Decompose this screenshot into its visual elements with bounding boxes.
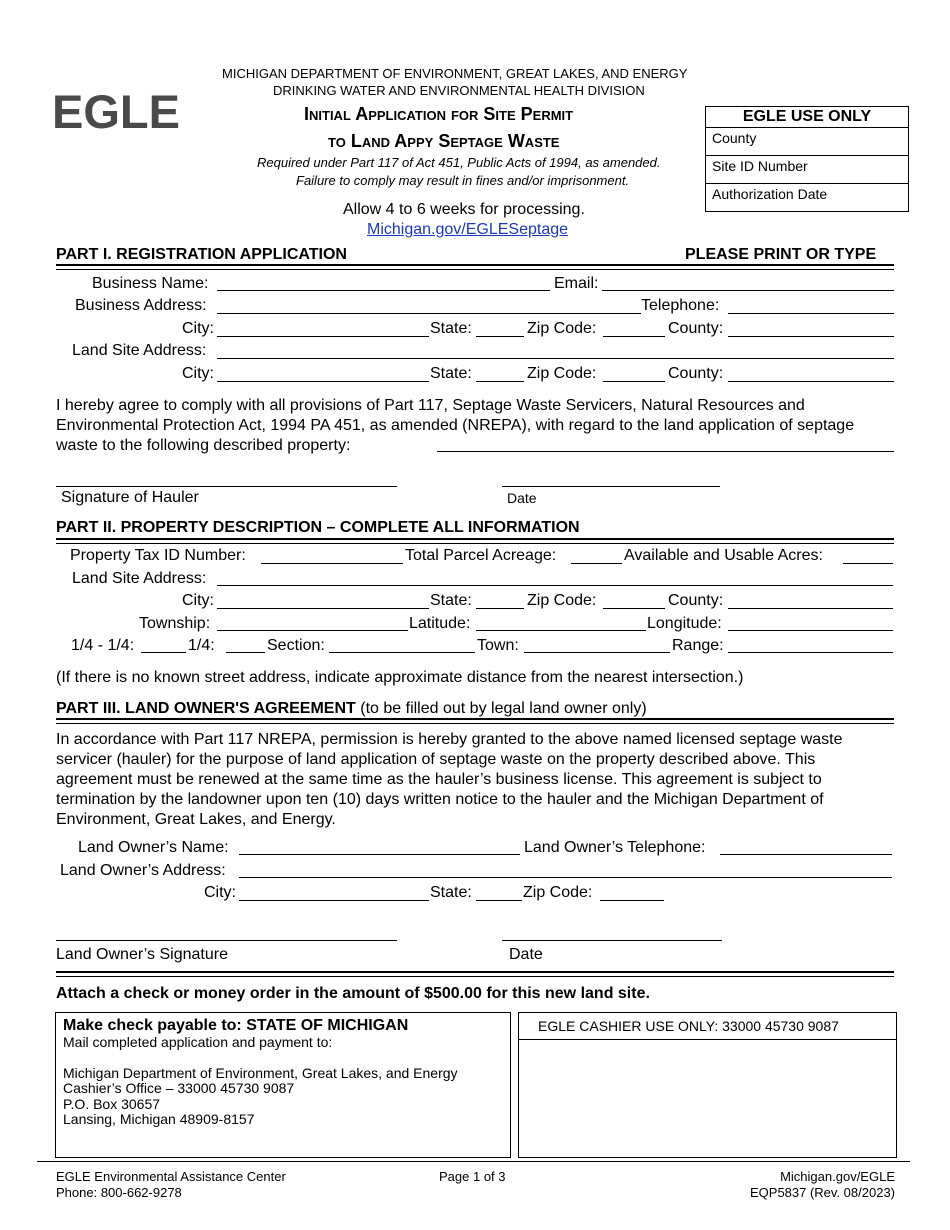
payment-rule bbox=[56, 971, 894, 977]
township-field[interactable] bbox=[217, 630, 408, 631]
use-only-site-id: Site ID Number bbox=[706, 156, 908, 184]
mail-address-2: Cashier’s Office – 33000 45730 9087 bbox=[63, 1080, 295, 1096]
hauler-date-line[interactable] bbox=[502, 486, 720, 487]
footer-form-number: EQP5837 (Rev. 08/2023) bbox=[749, 1185, 895, 1200]
p1-site-state-label: State: bbox=[430, 365, 472, 382]
failure-note: Failure to comply may result in fines and/or imprisonment. bbox=[296, 173, 630, 188]
email-field[interactable] bbox=[602, 290, 894, 291]
section-label: Section: bbox=[267, 637, 325, 654]
p3-state-field[interactable] bbox=[476, 900, 522, 901]
p2-county-field[interactable] bbox=[728, 608, 893, 609]
owner-phone-label: Land Owner’s Telephone: bbox=[524, 839, 706, 856]
tax-id-field[interactable] bbox=[261, 563, 403, 564]
p1-state-field[interactable] bbox=[476, 336, 524, 337]
range-field[interactable] bbox=[728, 652, 893, 653]
footer-phone: Phone: 800-662-9278 bbox=[56, 1185, 182, 1200]
payable-to: Make check payable to: STATE OF MICHIGAN bbox=[63, 1017, 409, 1034]
owner-address-label: Land Owner’s Address: bbox=[60, 862, 226, 879]
part2-rule bbox=[56, 538, 894, 544]
business-address-field[interactable] bbox=[217, 313, 641, 314]
part3-title: PART III. LAND OWNER'S AGREEMENT bbox=[56, 700, 356, 717]
owner-address-field[interactable] bbox=[239, 877, 892, 878]
footer-site: Michigan.gov/EGLE bbox=[780, 1169, 895, 1184]
p1-site-county-field[interactable] bbox=[728, 381, 894, 382]
quarter-label: 1/4: bbox=[188, 637, 215, 654]
footer-center-name: EGLE Environmental Assistance Center bbox=[56, 1169, 286, 1184]
section-field[interactable] bbox=[329, 652, 475, 653]
owner-name-label: Land Owner’s Name: bbox=[78, 839, 229, 856]
form-title-line-1: Initial Application for Site Permit bbox=[304, 104, 574, 124]
town-label: Town: bbox=[477, 637, 519, 654]
p3-city-label: City: bbox=[204, 884, 236, 901]
mail-address-1: Michigan Department of Environment, Great Lakes, and Energy bbox=[63, 1065, 458, 1081]
usable-acres-field[interactable] bbox=[843, 563, 893, 564]
footer-rule bbox=[37, 1161, 910, 1162]
property-description-field[interactable] bbox=[437, 451, 894, 452]
p1-zip-label: Zip Code: bbox=[527, 320, 597, 337]
p2-state-field[interactable] bbox=[476, 608, 524, 609]
email-label: Email: bbox=[554, 275, 599, 292]
p2-zip-field[interactable] bbox=[603, 608, 665, 609]
p1-zip-field[interactable] bbox=[603, 336, 665, 337]
mail-address-4: Lansing, Michigan 48909-8157 bbox=[63, 1111, 255, 1127]
p3-city-field[interactable] bbox=[239, 900, 429, 901]
town-field[interactable] bbox=[524, 652, 670, 653]
business-name-label: Business Name: bbox=[92, 275, 209, 292]
mail-address-3: P.O. Box 30657 bbox=[63, 1096, 161, 1112]
egle-logo-graphic bbox=[52, 86, 182, 132]
part3-heading bbox=[56, 700, 647, 718]
landowner-paragraph: In accordance with Part 117 NREPA, permission is hereby granted to the above named licensed septage waste servicer (hauler) for the purpose of land application of septage waste on the property described above. This agreement must be renewed at the same time as the hauler’s business license. This agreement is subject to termination by the landowner upon ten (10) days written notice to the hauler and the Michigan Department of Environment, Great Lakes, and Energy. bbox=[56, 731, 843, 828]
footer-page-number: Page 1 of 3 bbox=[439, 1169, 506, 1184]
longitude-field[interactable] bbox=[728, 630, 893, 631]
owner-phone-field[interactable] bbox=[720, 854, 892, 855]
p1-site-city-field[interactable] bbox=[217, 381, 429, 382]
tax-id-label: Property Tax ID Number: bbox=[70, 547, 246, 564]
owner-signature-label: Land Owner’s Signature bbox=[56, 946, 228, 963]
department-line-1: MICHIGAN DEPARTMENT OF ENVIRONMENT, GREAT LAKES, AND ENERGY bbox=[222, 66, 688, 81]
owner-date-label: Date bbox=[509, 946, 543, 963]
latitude-field[interactable] bbox=[476, 630, 646, 631]
attach-payment-note: Attach a check or money order in the amount of $500.00 for this new land site. bbox=[56, 985, 650, 1002]
longitude-label: Longitude: bbox=[647, 615, 722, 632]
p3-zip-field[interactable] bbox=[600, 900, 664, 901]
telephone-field[interactable] bbox=[728, 313, 894, 314]
form-title-line-2: to Land Appy Septage Waste bbox=[328, 131, 560, 151]
p1-land-site-label: Land Site Address: bbox=[72, 342, 207, 359]
egle-logo bbox=[52, 86, 182, 132]
hauler-date-label: Date bbox=[507, 490, 537, 506]
address-note: (If there is no known street address, indicate approximate distance from the nearest intersection.) bbox=[56, 669, 744, 686]
latitude-label: Latitude: bbox=[409, 615, 471, 632]
part2-title: PART II. PROPERTY DESCRIPTION – COMPLETE ALL INFORMATION bbox=[56, 519, 580, 536]
quarter-field[interactable] bbox=[226, 652, 265, 653]
mail-instructions: Mail completed application and payment to: bbox=[63, 1034, 333, 1050]
range-label: Range: bbox=[672, 637, 724, 654]
p3-state-label: State: bbox=[430, 884, 472, 901]
owner-name-field[interactable] bbox=[239, 854, 520, 855]
acreage-label: Total Parcel Acreage: bbox=[405, 547, 557, 564]
p1-site-zip-field[interactable] bbox=[603, 381, 665, 382]
hauler-signature-label: Signature of Hauler bbox=[61, 489, 199, 506]
hauler-signature-line[interactable] bbox=[56, 486, 397, 487]
processing-time: Allow 4 to 6 weeks for processing. bbox=[343, 201, 585, 218]
p1-land-site-field[interactable] bbox=[217, 358, 894, 359]
use-only-county: County bbox=[706, 128, 908, 156]
part3-rule bbox=[56, 718, 894, 724]
owner-date-line[interactable] bbox=[502, 940, 722, 941]
part3-subtitle: (to be filled out by legal land owner only) bbox=[360, 700, 647, 717]
cashier-header: EGLE CASHIER USE ONLY: 33000 45730 9087 bbox=[519, 1013, 896, 1040]
p1-site-state-field[interactable] bbox=[476, 381, 524, 382]
quarter-quarter-field[interactable] bbox=[141, 652, 186, 653]
business-name-field[interactable] bbox=[217, 290, 550, 291]
p1-county-label: County: bbox=[668, 320, 724, 337]
p2-city-label: City: bbox=[182, 592, 214, 609]
telephone-label: Telephone: bbox=[641, 297, 720, 314]
department-line-2: DRINKING WATER AND ENVIRONMENTAL HEALTH DIVISION bbox=[273, 83, 645, 98]
owner-signature-line[interactable] bbox=[56, 940, 397, 941]
p2-city-field[interactable] bbox=[217, 608, 429, 609]
agreement-paragraph: I hereby agree to comply with all provisions of Part 117, Septage Waste Servicers, Natural Resources and Environmental Protection Act, 1994 PA 451, as amended (NREPA), with regard to the land application of septage waste to the following described property: bbox=[56, 397, 855, 454]
acreage-field[interactable] bbox=[571, 563, 622, 564]
p1-site-zip-label: Zip Code: bbox=[527, 365, 597, 382]
p2-zip-label: Zip Code: bbox=[527, 592, 597, 609]
p3-zip-label: Zip Code: bbox=[523, 884, 593, 901]
p2-county-label: County: bbox=[668, 592, 724, 609]
mailing-box bbox=[55, 1012, 511, 1158]
p2-state-label: State: bbox=[430, 592, 472, 609]
cashier-box bbox=[518, 1012, 897, 1158]
p2-land-site-field[interactable] bbox=[217, 585, 893, 586]
logo-text: EGLE bbox=[52, 86, 180, 132]
p1-state-label: State: bbox=[430, 320, 472, 337]
business-address-label: Business Address: bbox=[75, 297, 207, 314]
print-or-type: PLEASE PRINT OR TYPE bbox=[685, 246, 877, 263]
p1-county-field[interactable] bbox=[728, 336, 894, 337]
septage-link[interactable]: Michigan.gov/EGLESeptage bbox=[367, 221, 569, 238]
p2-land-site-label: Land Site Address: bbox=[72, 570, 207, 587]
p1-site-county-label: County: bbox=[668, 365, 724, 382]
township-label: Township: bbox=[139, 615, 211, 632]
use-only-auth-date: Authorization Date bbox=[712, 186, 828, 202]
egle-use-only-title: EGLE USE ONLY bbox=[706, 107, 908, 128]
p1-site-city-label: City: bbox=[182, 365, 214, 382]
part1-title: PART I. REGISTRATION APPLICATION bbox=[56, 246, 347, 263]
egle-use-only-box bbox=[705, 106, 909, 212]
p1-city-field[interactable] bbox=[217, 336, 429, 337]
part1-rule bbox=[56, 264, 894, 270]
p1-city-label: City: bbox=[182, 320, 214, 337]
quarter-quarter-label: 1/4 - 1/4: bbox=[71, 637, 135, 654]
required-note: Required under Part 117 of Act 451, Public Acts of 1994, as amended. bbox=[257, 155, 661, 170]
usable-acres-label: Available and Usable Acres: bbox=[624, 547, 823, 564]
